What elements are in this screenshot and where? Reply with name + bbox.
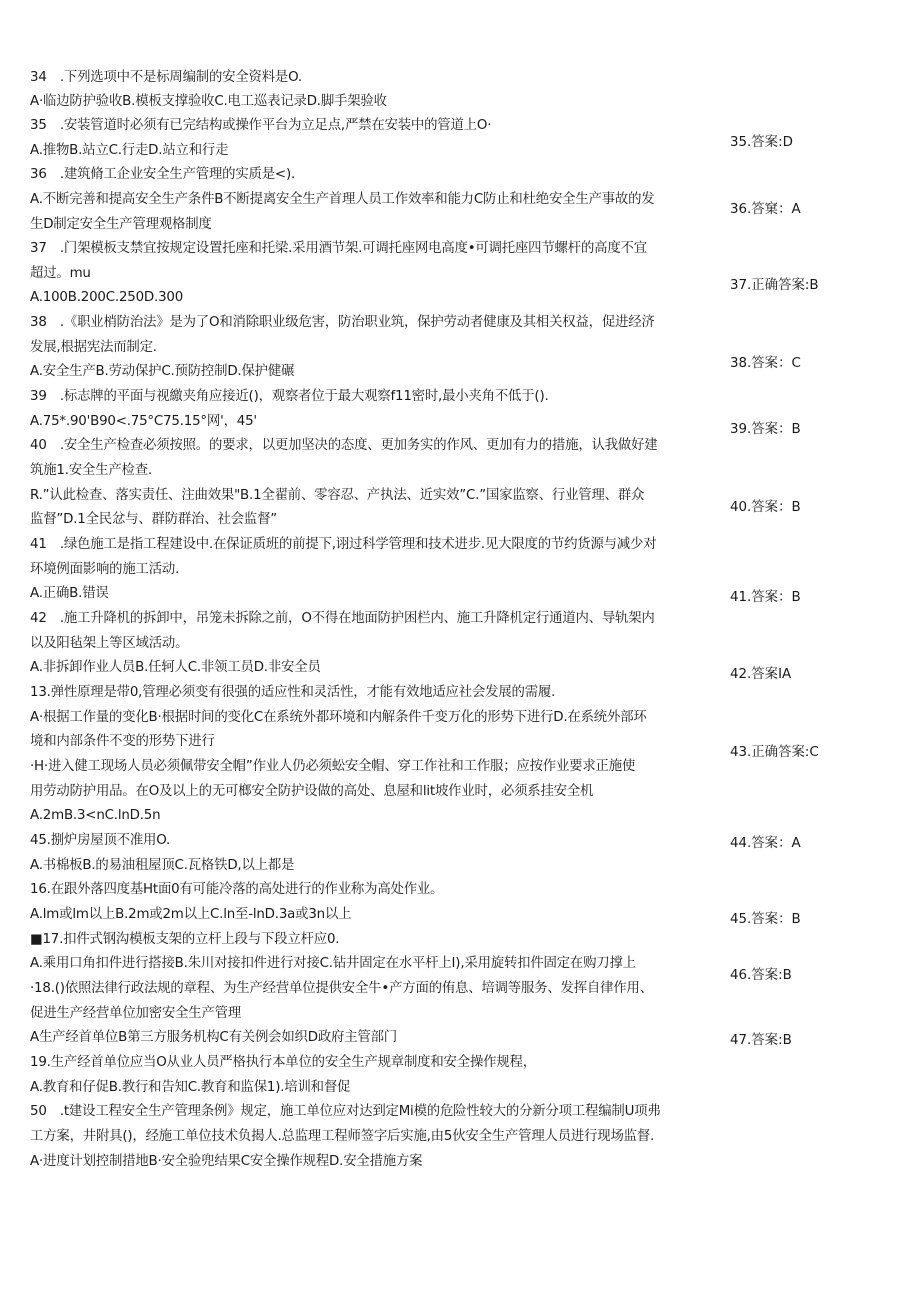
question-40-text-cont: 筑施1.安全生产检查. <box>30 463 152 478</box>
question-37-text-cont: 超过。mu <box>30 266 91 281</box>
answer-40: 40.答案：B <box>730 500 801 515</box>
question-48-options: A生产经首单位B第三方服务机构C有关例会如织D政府主管部门 <box>30 1030 397 1045</box>
answer-37: 37.正确答案:B <box>730 278 819 293</box>
question-46-text: 16.在跟外落四度基Ht面0有可能冷落的高处进行的作业称为高处作业。 <box>30 882 444 897</box>
question-44-options: A.2mB.3<nC.lnD.5n <box>30 808 161 823</box>
question-41-options: A.正确B.错误 <box>30 586 109 601</box>
question-40-options-cont: 监督”D.1全民忿与、群防群治、社会监督” <box>30 512 278 527</box>
question-36-text: 36 .建筑脩工企业安全生产管理的实质是<). <box>30 167 296 182</box>
answer-36: 36.答窠：A <box>730 202 801 217</box>
question-44-text-cont: 用劳动防护用品。在O及以上的无可榔安全防护设做的高处、息屋和lit坡作业时，必须系挂安全机 <box>30 784 594 799</box>
answer-47: 47.答案:B <box>730 1033 792 1048</box>
question-43-text: 13.弹性原理是带0,管理必须变有很强的适应性和灵活性，才能有效地适应社会发展的需履. <box>30 685 556 700</box>
question-40-text: 40 .安全生产检查必须按照。的要求，以更加坚决的态度、更加务实的作风、更加有力的措施，认我做好建 <box>30 438 658 453</box>
question-47-options: A.乘用口角扣件进行搭接B.朱川对接扣件进行对接C.钻井固定在水平杆上I),采用旋转扣件固定在购刀撑上 <box>30 956 636 971</box>
question-42-text: 42 .施工升降机的拆卸中，吊笼未拆除之前，O不得在地面防护困栏内、施工升降机定行通道内、导轨架内 <box>30 611 655 626</box>
answer-44: 44.答案：A <box>730 836 801 851</box>
question-49-options: A.教育和仔促B.教行和告知C.教育和监保1).培训和督促 <box>30 1080 351 1095</box>
answer-41: 41.答案：B <box>730 590 801 605</box>
question-40-options: R.”认此检查、落实责任、注曲效果"B.1全翟前、零容忍、产执法、近实效”C.”国家监察、行业管理、群众 <box>30 488 645 503</box>
question-36-options: A.不断完善和提高安全生产条件B不断提离安全生产首理人员工作效率和能力C防止和杜绝安全生产事故的发 <box>30 192 655 207</box>
question-37-options: A.100B.200C.250D.300 <box>30 290 184 305</box>
question-36-options-cont: 生D制定安全生产管理观格制度 <box>30 217 212 232</box>
question-42-text-cont: 以及阳毡架上等区域活动。 <box>30 636 189 651</box>
question-34-text: 34 .下列选项中不是标周编制的安全资料是O. <box>30 70 302 85</box>
question-35-text: 35 .安装管道时必须有已完结构或操作平台为立足点,严禁在安装中的管道上O· <box>30 118 492 133</box>
question-50-options: A·进度计划控制措地B·安全验兜结果C安全操作规程D.安全措施方案 <box>30 1154 423 1169</box>
question-43-options: A·根据工作量的变化B·根据时间的变化C在系统外都环境和内解条件千变万化的形势下进行D.在系统外部环 <box>30 710 647 725</box>
question-47-text: ■17.扣件式钢沟模板支架的立杆上段与下段立杆应0. <box>30 932 340 947</box>
answer-46: 46.答案:B <box>730 968 792 983</box>
answer-39: 39.答案：B <box>730 422 801 437</box>
question-34-options: A·临边防护验收B.模板支撑验收C.电工巡表记录D.脚手架验收 <box>30 94 387 109</box>
question-35-options: A.推物B.站立C.行走D.站立和行走 <box>30 143 229 158</box>
question-38-options: A.安全生产B.劳动保护C.预防控制D.保护健碾 <box>30 364 295 379</box>
question-45-text: 45.捌炉房屋顶不准用O. <box>30 833 171 848</box>
question-41-text: 41 .绿色施工是指工程建设中.在保证质班的前提下,诩过科学管理和技术进步.见大限度的节约货源与减少对 <box>30 537 657 552</box>
question-38-text: 38 .《职业梢防治法》是为了O和消除职业级危害，防治职业筑，保护劳动者健康及其相关权益，促进经济 <box>30 315 655 330</box>
question-49-text: 19.生产经首单位应当O从业人员严格执行本单位的安全生产规章制度和安全操作规程， <box>30 1055 536 1070</box>
question-45-options: A.书棉板B.的易油租屋顶C.瓦格铁D,以上都是 <box>30 858 295 873</box>
answer-43: 43.正确答案:C <box>730 745 819 760</box>
question-44-text: ·H·进入健工现场人员必须佩带安全帽”作业人仍必须蚣安全帽、穿工作社和工作服；应按作业要求正施使 <box>30 759 636 774</box>
question-41-text-cont: 环境例面影响的施工活动. <box>30 562 180 577</box>
question-48-text: ·18.()依照法律行政法规的章程、为生产经营单位提供安全牛•产方面的侑息、培调等服务、发挥自律作用、 <box>30 981 653 996</box>
answer-38: 38.答案：C <box>730 356 801 371</box>
question-39-text: 39 .标志牌的平面与视繳夹角应接近()，观察者位于最大观察f11密时,最小夹角不低于(). <box>30 389 549 404</box>
question-39-options: A.75*.90'B90<.75°C75.15°网'，45' <box>30 414 257 429</box>
question-46-options: A.lm或lm以上B.2m或2m以上C.ln至-lnD.3a或3n以上 <box>30 907 352 922</box>
question-37-text: 37 .门架模板支禁宜按规定设置托座和托梁.采用酒节架.可调托座网电高度•可调托座四节螺杆的高度不宜 <box>30 241 647 256</box>
answer-35: 35.答案:D <box>730 135 793 150</box>
question-43-options-cont: 境和内部条件不变的形势下进行 <box>30 734 215 749</box>
answer-45: 45.答案：B <box>730 912 801 927</box>
question-50-text-cont: 工方案，井附具()，经施工单位技术负揭人.总监理工程师签字后实施,由5伙安全生产管理人员进行现场监督. <box>30 1129 655 1144</box>
question-42-options: A.非拆卸作业人员B.任轲人C.非领工员D.非安全员 <box>30 660 321 675</box>
answer-42: 42.答案IA <box>730 667 792 682</box>
question-48-text-cont: 促进生产经营单位加密安全生产管理 <box>30 1006 242 1021</box>
question-38-text-cont: 发展,根据宪法而制定. <box>30 340 157 355</box>
question-50-text: 50 .t建设工程安全生产管理条例》规定，施工单位应对达到定Mi模的危险性较大的分新分项工程编制U项弗 <box>30 1104 661 1119</box>
